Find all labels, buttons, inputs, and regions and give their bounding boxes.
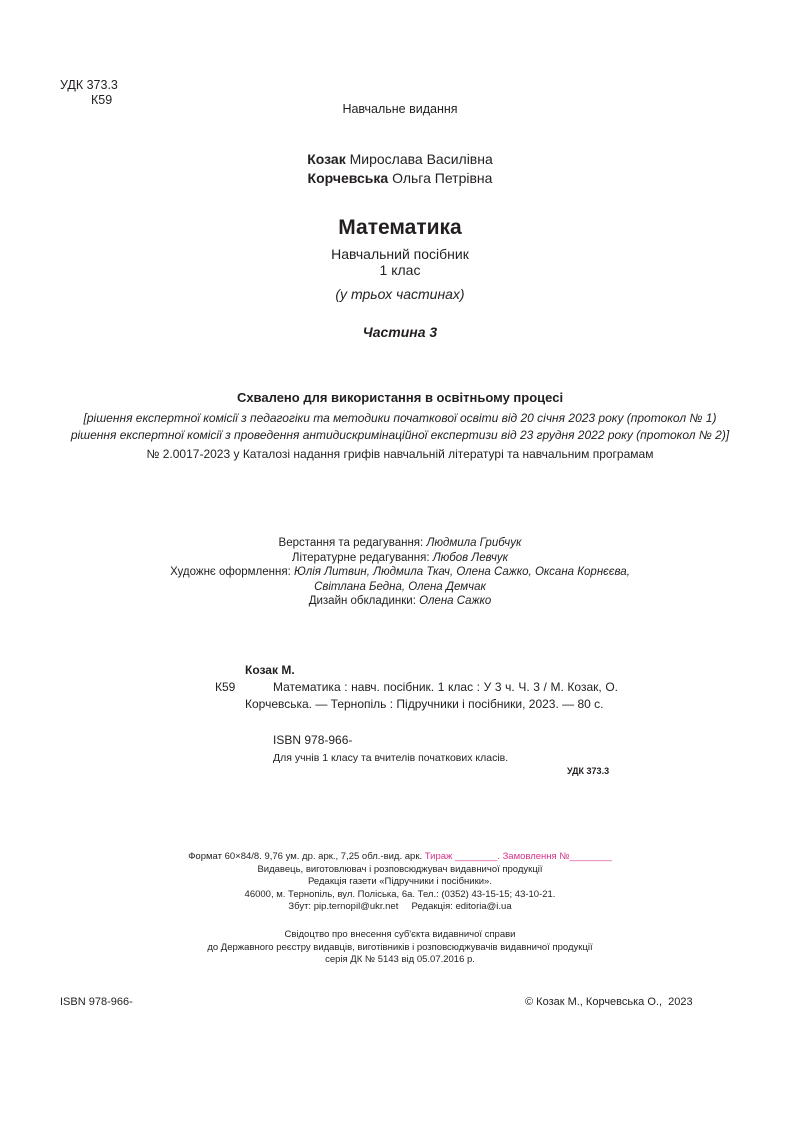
author-1: Козак Мирослава Василівна (307, 151, 493, 167)
credits (0, 536, 800, 609)
cert-line-3: серія ДК № 5143 від 05.07.2016 р. (325, 954, 475, 965)
cert-line-1: Свідоцтво про внесення суб'єкта видавничої справи (284, 929, 516, 940)
biblio-author: Козак М. (245, 663, 295, 677)
subtitle-type: Навчальний посібник (331, 246, 469, 262)
parts-note: (у трьох частинах) (335, 286, 465, 302)
footer-isbn: ISBN 978-966- (60, 996, 133, 1008)
imprint-contacts: Збут: pip.ternopil@ukr.net Редакція: editoria@i.ua (288, 901, 512, 912)
imprint-run: Тираж ________. Замовлення №________ (424, 851, 612, 862)
biblio-audience: Для учнів 1 класу та вчителів початкових класів. (273, 752, 509, 764)
udk-code: УДК 373.3 (60, 78, 118, 92)
part-label: Частина 3 (362, 324, 438, 340)
author-index: К59 (91, 93, 113, 107)
authors (0, 150, 800, 188)
decision-1: [рішення експертної комісії з педагогіки та методики початкової освіти від 20 січня 2023 року (протокол № 1) (83, 411, 717, 425)
decision-2: рішення експертної комісії з проведення антидискримінаційної експертизи від 23 грудня 2022 року (протокол № 2)] (70, 428, 730, 442)
approval-catalog: № 2.0017-2023 у Каталозі надання грифів навчальній літературі та навчальним програмам (146, 447, 654, 461)
subtitle-grade: 1 клас (379, 262, 421, 278)
imprint-editorial: Редакція газети «Підручники і посібники». (308, 876, 492, 887)
imprint-address: 46000, м. Тернопіль, вул. Поліська, 6а. Тел.: (0352) 43-15-15; 43-10-21. (244, 888, 556, 900)
imprint-format: Формат 60×84/8. 9,76 ум. др. арк., 7,25 обл.-вид. арк. Тираж ________. Замовлення №________ (188, 851, 612, 862)
author-2: Корчевська Ольга Петрівна (307, 170, 493, 186)
biblio-isbn: ISBN 978-966- (273, 733, 353, 747)
certificate (0, 929, 800, 967)
imprint-publisher: Видавець, виготовлювач і розповсюджувач видавничої продукції (257, 863, 543, 875)
approval-heading: Схвалено для використання в освітньому процесі (236, 390, 564, 405)
biblio-index: К59 (215, 680, 236, 694)
credit-art: Художнє оформлення: Юлія Литвин, Людмила Ткач, Олена Сажко, Оксана Корнєєва, (170, 566, 630, 578)
approval-decisions (0, 410, 800, 444)
credit-layout: Верстання та редагування: Людмила Грибчук (278, 537, 522, 549)
biblio-description: Математика : навч. посібник. 1 клас : У 3 ч. Ч. 3 / М. Козак, О. Корчевська. — Тернопіль : Підручники і посібники, 2023. — 80 с. (245, 680, 618, 711)
credit-literary: Літературне редагування: Любов Левчук (291, 551, 509, 564)
footer-copyright: © Козак М., Корчевська О., 2023 (525, 996, 693, 1008)
cert-line-2: до Державного реєстру видавців, виготівників і розповсюджувачів видавничої продукції (207, 941, 593, 953)
imprint (0, 851, 800, 914)
book-title: Математика (338, 216, 462, 239)
biblio-udk: УДК 373.3 (567, 766, 610, 776)
book-subtitle (0, 246, 800, 278)
credit-cover: Дизайн обкладинки: Олена Сажко (308, 595, 492, 607)
edition-type: Навчальне видання (342, 102, 458, 116)
credit-art-cont: Світлана Бедна, Олена Демчак (314, 580, 486, 593)
